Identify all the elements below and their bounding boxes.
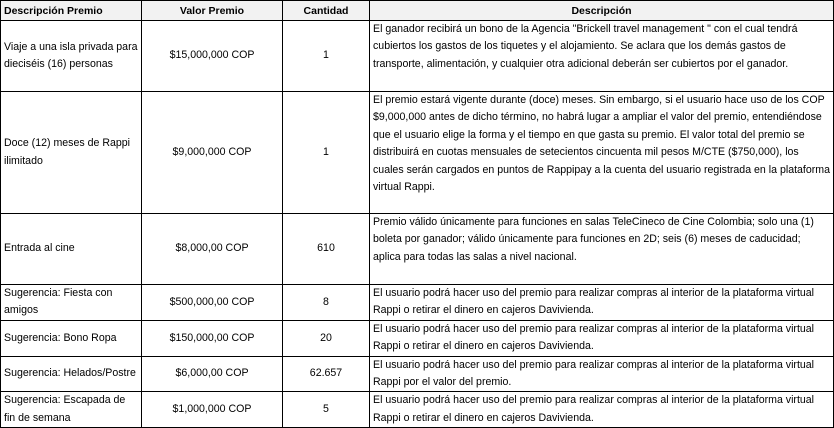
prize-description: Premio válido únicamente para funciones en salas TeleCineco de Cine Colombia; solo una (1) boleta por ganador; válido únicamente para funciones en 2D; seis (6) meses de caducidad; aplica para todas las salas a nivel nacional. [370,214,834,285]
prize-name: Sugerencia: Helados/Postre [1,356,142,392]
table-row [1,92,834,214]
table-row [1,320,834,356]
table-row [1,285,834,321]
prize-description: El premio estará vigente durante (doce) meses. Sin embargo, si el usuario hace uso de los COP $9,000,000 antes de dicho término, no habrá lugar a ampliar el valor del premio, entendiéndose que el usuario elige la forma y el tiempo en que gasta su premio. El valor total del premio se distribuirá en cuotas mensuales de setecientos cincuenta mil pesos M/CTE ($750,000), los cuales serán cargados en puntos de Rappipay a la cuenta del usuario registrada en la plataforma virtual Rappi. [370,92,834,214]
header-descripcion-premio: Descripción Premio [1,1,142,21]
prize-quantity: 20 [283,320,370,356]
prize-quantity: 62.657 [283,356,370,392]
prize-value: $9,000,000 COP [142,92,283,214]
prize-description: El usuario podrá hacer uso del premio para realizar compras al interior de la plataforma virtual Rappi por el valor del premio. [370,356,834,392]
prize-quantity: 1 [283,92,370,214]
table-row [1,356,834,392]
prize-description: El usuario podrá hacer uso del premio para realizar compras al interior de la plataforma virtual Rappi o retirar el dinero en cajeros Davivienda. [370,285,834,321]
prize-value: $15,000,000 COP [142,21,283,92]
prize-name: Viaje a una isla privada para dieciséis (16) personas [1,21,142,92]
prize-name: Sugerencia: Escapada de fin de semana [1,392,142,428]
prize-name: Entrada al cine [1,214,142,285]
prize-description: El usuario podrá hacer uso del premio para realizar compras al interior de la plataforma virtual Rappi o retirar el dinero en cajeros Davivienda. [370,392,834,428]
prize-description: El usuario podrá hacer uso del premio para realizar compras al interior de la plataforma virtual Rappi o retirar el dinero en cajeros Davivienda. [370,320,834,356]
prize-quantity: 5 [283,392,370,428]
header-valor-premio: Valor Premio [142,1,283,21]
prize-description: El ganador recibirá un bono de la Agencia "Brickell travel management " con el cual tendrá cubiertos los gastos de los tiquetes y el alojamiento. Se aclara que los demás gastos de transporte, alimentación, y cualquier otra adicional deberán ser cubiertos por el ganador. [370,21,834,92]
prize-value: $500,000,00 COP [142,285,283,321]
prize-quantity: 8 [283,285,370,321]
prize-name: Sugerencia: Fiesta con amigos [1,285,142,321]
header-cantidad: Cantidad [283,1,370,21]
prize-value: $8,000,00 COP [142,214,283,285]
table-row [1,21,834,92]
prize-name: Sugerencia: Bono Ropa [1,320,142,356]
table-row [1,392,834,428]
prize-name: Doce (12) meses de Rappi ilimitado [1,92,142,214]
table-row [1,214,834,285]
prize-value: $150,000,00 COP [142,320,283,356]
prize-quantity: 610 [283,214,370,285]
prize-quantity: 1 [283,21,370,92]
prize-value: $1,000,000 COP [142,392,283,428]
header-row [1,1,834,21]
prize-value: $6,000,00 COP [142,356,283,392]
header-descripcion: Descripción [370,1,834,21]
